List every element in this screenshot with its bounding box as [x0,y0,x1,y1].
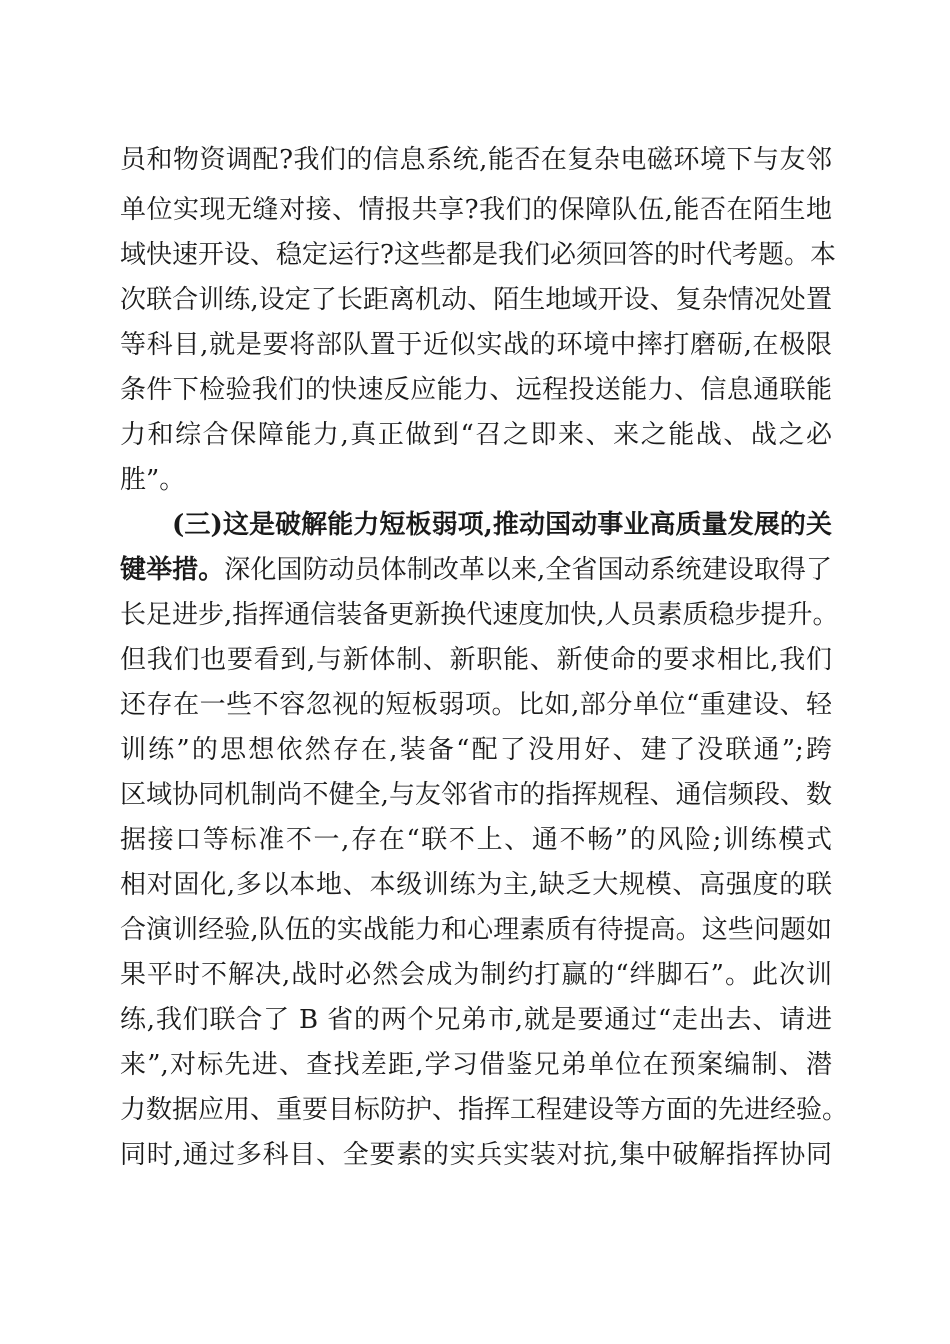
body-text-segment: 深化国防动员体制改革以来,全省国动系统建设取得了 [224,555,832,585]
body-text-line: 合演训经验,队伍的实战能力和心理素质有待提高。这些问题如 [120,915,832,945]
body-text-line: 同时,通过多科目、全要素的实兵实装对抗,集中破解指挥协同 [120,1140,832,1170]
body-text-line: 员和物资调配?我们的信息系统,能否在复杂电磁环境下与友邻 [120,145,832,175]
section-heading: (三)这是破解能力短板弱项,推动国动事业高质量发展的关 [172,510,832,540]
body-text-line: 长足进步,指挥通信装备更新换代速度加快,人员素质稳步提升。 [120,600,839,630]
body-text-line: 条件下检验我们的快速反应能力、远程投送能力、信息通联能 [120,375,832,405]
body-text-line: 但我们也要看到,与新体制、新职能、新使命的要求相比,我们 [120,645,832,675]
body-text-line: 练,我们联合了 B 省的两个兄弟市,就是要通过“走出去、请进 [120,1005,832,1035]
section-heading-end: 键举措。 [120,555,225,585]
body-text-line: 还存在一些不容忽视的短板弱项。比如,部分单位“重建设、轻 [120,690,832,720]
body-text-line: 来”,对标先进、查找差距,学习借鉴兄弟单位在预案编制、潜 [120,1050,832,1080]
body-text-line: 训练”的思想依然存在,装备“配了没用好、建了没联通”;跨 [120,735,832,765]
body-text-line: 等科目,就是要将部队置于近似实战的环境中摔打磨砺,在极限 [120,330,832,360]
body-text-line: 胜”。 [120,465,186,495]
body-text-line: 据接口等标准不一,存在“联不上、通不畅”的风险;训练模式 [120,825,832,855]
body-text-line: 次联合训练,设定了长距离机动、陌生地域开设、复杂情况处置 [120,285,832,315]
body-text-line: 域快速开设、稳定运行?这些都是我们必须回答的时代考题。本 [120,240,836,270]
body-text-line: 区域协同机制尚不健全,与友邻省市的指挥规程、通信频段、数 [120,780,832,810]
body-text-line [120,548,832,592]
body-text-line: 果平时不解决,战时必然会成为制约打赢的“绊脚石”。此次训 [120,960,832,990]
body-text-line: 相对固化,多以本地、本级训练为主,缺乏大规模、高强度的联 [120,870,832,900]
body-text-line: 单位实现无缝对接、情报共享?我们的保障队伍,能否在陌生地 [120,195,832,225]
body-text-line: 力和综合保障能力,真正做到“召之即来、来之能战、战之必 [120,420,832,450]
body-text-line: 力数据应用、重要目标防护、指挥工程建设等方面的先进经验。 [120,1095,849,1125]
